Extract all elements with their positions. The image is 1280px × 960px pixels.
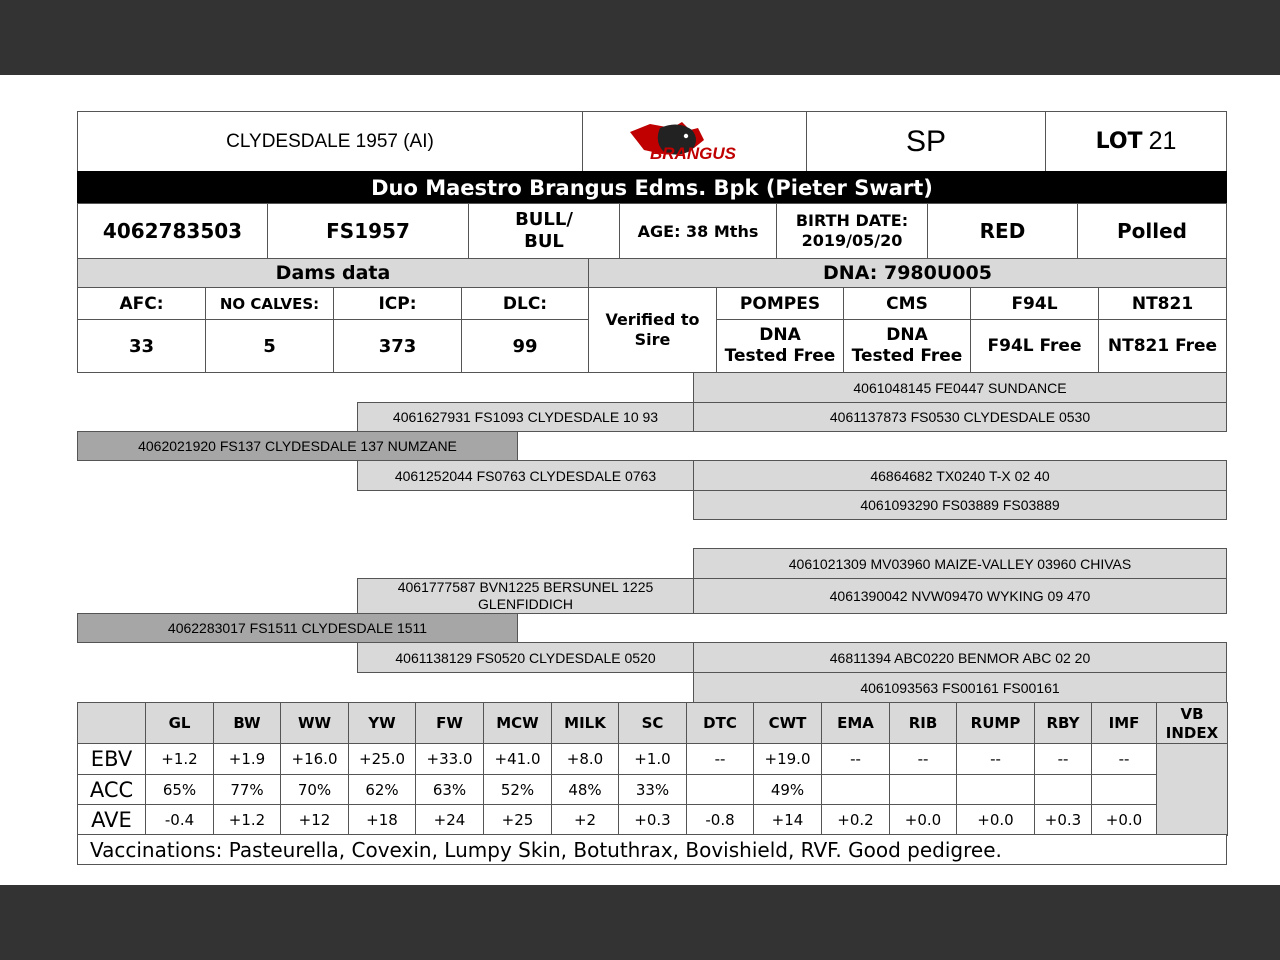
dna-header-cms: CMS [843,287,971,320]
ebv-header-gl: GL [145,702,214,744]
bull-name: CLYDESDALE 1957 (AI) [77,111,583,172]
pedigree-sss: 4061048145 FE0447 SUNDANCE [693,372,1227,403]
pedigree-dam-dam: 4061138129 FS0520 CLYDESDALE 0520 [357,642,694,673]
ebv-cell: +25 [483,804,552,836]
ebv-cell [1091,774,1157,805]
ebv-cell: +1.9 [213,743,281,775]
ebv-cell: 63% [415,774,484,805]
lot-box [1045,111,1227,172]
sex-line1: BULL/ [515,208,573,230]
dna-value-cms [843,319,971,373]
dams-title: Dams data [77,258,589,288]
pompes-line2: Tested Free [724,346,836,366]
ebv-cell: +33.0 [415,743,484,775]
verified-line1: Verified to [605,310,700,329]
ebv-row-label-ebv: EBV [77,743,146,775]
ebv-header-sc: SC [618,702,687,744]
dams-value-calves: 5 [205,319,334,373]
ebv-cell: +0.0 [956,804,1035,836]
ebv-cell: +0.2 [821,804,890,836]
dams-value-icp: 373 [333,319,462,373]
ebv-header-cwt: CWT [753,702,822,744]
ebv-cell: +14 [753,804,822,836]
ebv-vb-index-value [1156,743,1228,836]
sex-cell [468,203,620,259]
ebv-cell: -0.4 [145,804,214,836]
ebv-header-mcw: MCW [483,702,552,744]
ebv-cell: +0.3 [618,804,687,836]
dams-header-dlc: DLC: [461,287,589,320]
dna-value-pompes [716,319,844,373]
ebv-cell: -- [956,743,1035,775]
ebv-cell: 77% [213,774,281,805]
ebv-cell: +1.0 [618,743,687,775]
ebv-row-label-ave: AVE [77,804,146,836]
ebv-cell: +16.0 [280,743,349,775]
ebv-cell: +0.3 [1034,804,1092,836]
ebv-cell: 70% [280,774,349,805]
dna-header-f94l: F94L [970,287,1099,320]
pedigree-ddd: 4061093563 FS00161 FS00161 [693,672,1227,703]
ebv-cell: -0.8 [686,804,754,836]
dams-header-calves: NO CALVES: [205,287,334,320]
ebv-cell [686,774,754,805]
ebv-cell: -- [821,743,890,775]
pedigree-dam: 4062283017 FS1511 CLYDESDALE 1511 [77,613,518,643]
ebv-cell: 33% [618,774,687,805]
pedigree-sire-dam: 4061252044 FS0763 CLYDESDALE 0763 [357,460,694,491]
sp-label: SP [806,111,1046,172]
ebv-cell: -- [686,743,754,775]
dna-header-pompes: POMPES [716,287,844,320]
vb-line1: VB [1180,705,1204,723]
dna-title: DNA: 7980U005 [588,258,1227,288]
dna-value-nt821: NT821 Free [1098,319,1227,373]
age: AGE: 38 Mths [619,203,777,259]
ebv-cell: +0.0 [1091,804,1157,836]
pedigree-sire: 4062021920 FS137 CLYDESDALE 137 NUMZANE [77,431,518,461]
cms-line1: DNA [886,324,928,345]
ebv-cell: +1.2 [213,804,281,836]
ebv-cell: 49% [753,774,822,805]
ebv-row-label-acc: ACC [77,774,146,805]
ebv-cell: +12 [280,804,349,836]
ebv-cell: +0.0 [889,804,957,836]
vb-line2: INDEX [1165,723,1219,742]
ebv-cell: +18 [348,804,416,836]
color: RED [927,203,1078,259]
bull-head-icon [620,118,770,166]
animal-tag: FS1957 [267,203,469,259]
ebv-header-yw: YW [348,702,416,744]
pedigree-sds: 46864682 TX0240 T-X 02 40 [693,460,1227,491]
vaccination-notes: Vaccinations: Pasteurella, Covexin, Lumpy Skin, Botuthrax, Bovishield, RVF. Good pedigree. [77,834,1227,865]
ebv-cell: -- [1034,743,1092,775]
ebv-cell: +41.0 [483,743,552,775]
ebv-cell: +8.0 [551,743,619,775]
pedigree-sire-sire: 4061627931 FS1093 CLYDESDALE 10 93 [357,402,694,432]
cms-line2: Tested Free [851,346,963,366]
ebv-cell: -- [889,743,957,775]
sex-line2: BUL [524,231,564,252]
dams-value-afc: 33 [77,319,206,373]
ebv-header-dtc: DTC [686,702,754,744]
ebv-cell: +24 [415,804,484,836]
pompes-line1: DNA [759,324,801,345]
pedigree-dsd: 4061390042 NVW09470 WYKING 09 470 [693,578,1227,614]
pedigree-ssd: 4061137873 FS0530 CLYDESDALE 0530 [693,402,1227,432]
birth-cell [776,203,928,259]
ebv-cell: -- [1091,743,1157,775]
dna-value-f94l: F94L Free [970,319,1099,373]
ebv-cell [821,774,890,805]
ebv-header-milk: MILK [551,702,619,744]
ebv-cell [889,774,957,805]
ebv-header-rump: RUMP [956,702,1035,744]
verified-cell [588,287,717,373]
ebv-cell: 48% [551,774,619,805]
brangus-logo [582,111,807,172]
polled: Polled [1077,203,1227,259]
ebv-header-vb-index [1156,702,1228,744]
birth-date: 2019/05/20 [801,231,903,250]
ebv-header-imf: IMF [1091,702,1157,744]
dna-header-nt821: NT821 [1098,287,1227,320]
ebv-cell [956,774,1035,805]
lot-label: LOT [1095,129,1143,154]
ebv-header-fw: FW [415,702,484,744]
ebv-cell: +1.2 [145,743,214,775]
pedigree-dss: 4061021309 MV03960 MAIZE-VALLEY 03960 CHIVAS [693,548,1227,579]
bottom-dark-band [0,885,1280,960]
ebv-cell: +25.0 [348,743,416,775]
dams-header-afc: AFC: [77,287,206,320]
ebv-header-ema: EMA [821,702,890,744]
ebv-cell: +2 [551,804,619,836]
ebv-cell: 52% [483,774,552,805]
lot-number: 21 [1148,127,1177,155]
ebv-header-bw: BW [213,702,281,744]
dams-value-dlc: 99 [461,319,589,373]
pedigree-sdd: 4061093290 FS03889 FS03889 [693,490,1227,520]
birth-label: BIRTH DATE: [795,211,909,230]
ebv-header-rib: RIB [889,702,957,744]
breeder-name: Duo Maestro Brangus Edms. Bpk (Pieter Swart) [77,171,1227,204]
dams-header-icp: ICP: [333,287,462,320]
ebv-cell: 62% [348,774,416,805]
ebv-header-rby: RBY [1034,702,1092,744]
ebv-header-corner [77,702,146,744]
verified-line2: Sire [634,330,671,349]
top-dark-band [0,0,1280,75]
pedigree-dds: 46811394 ABC0220 BENMOR ABC 02 20 [693,642,1227,673]
animal-id: 4062783503 [77,203,268,259]
ebv-cell: 65% [145,774,214,805]
ebv-header-ww: WW [280,702,349,744]
ebv-cell: +19.0 [753,743,822,775]
ebv-cell [1034,774,1092,805]
logo-text: BRANGUS [649,143,736,163]
pedigree-dam-sire: 4061777587 BVN1225 BERSUNEL 1225 GLENFIDDICH [357,578,694,614]
